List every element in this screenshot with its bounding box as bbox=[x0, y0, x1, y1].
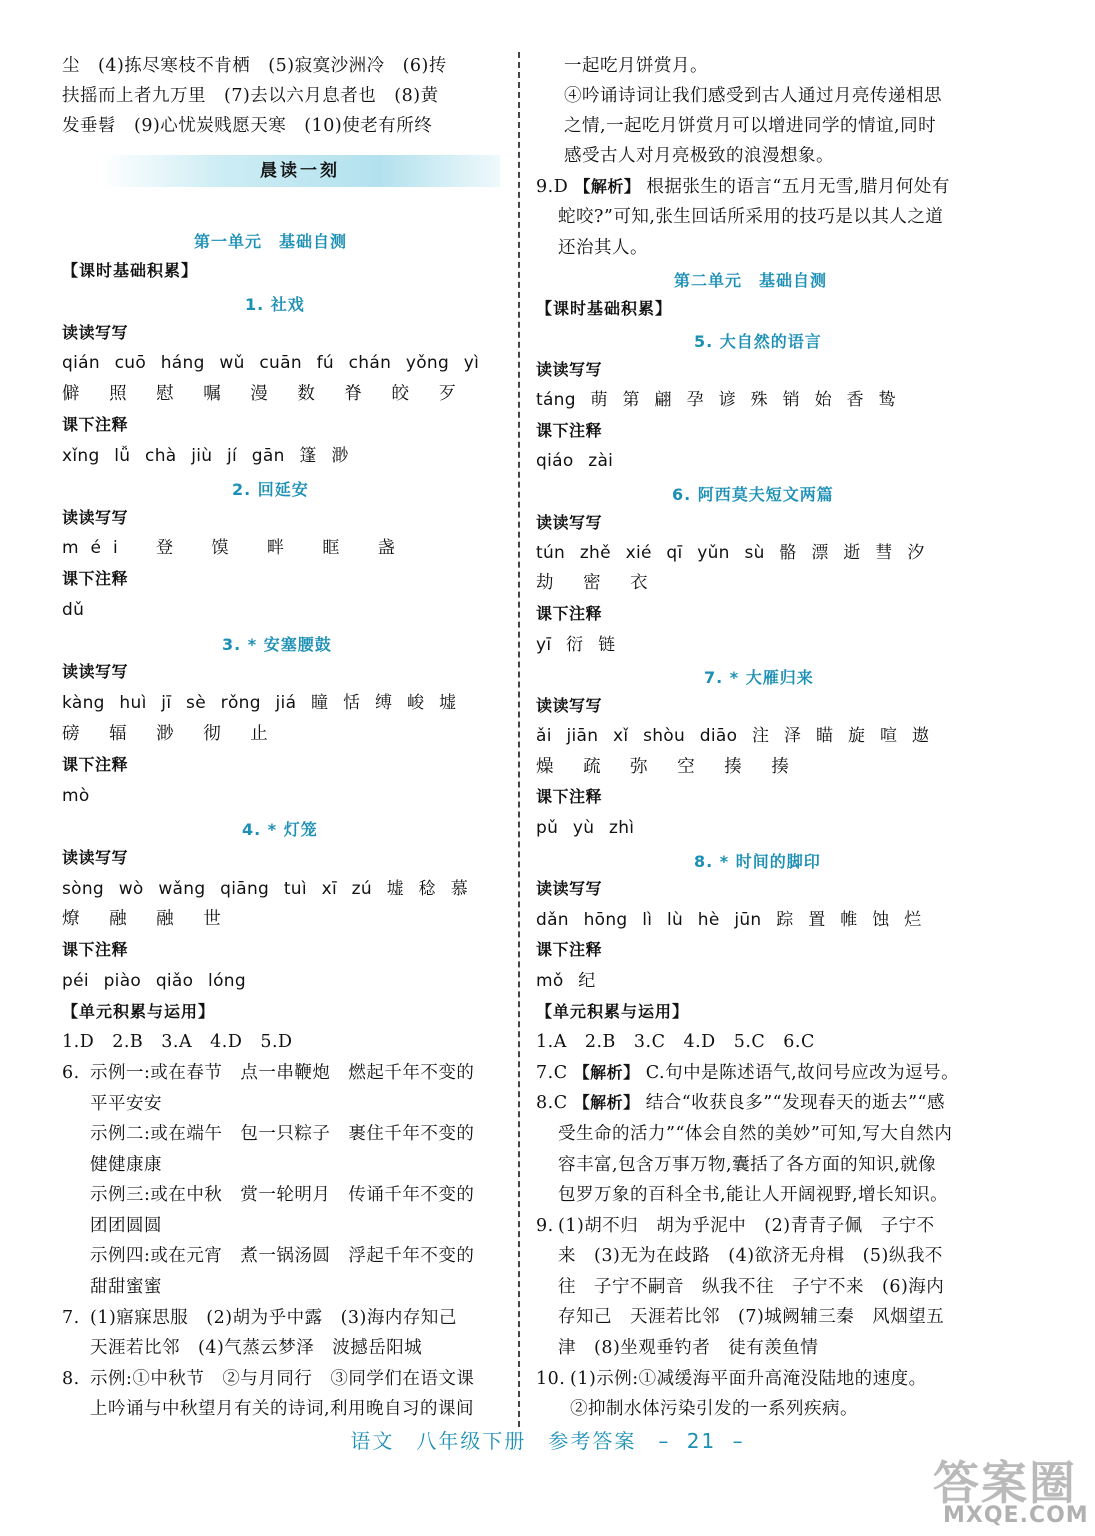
lesson-title: 4. * 灯笼 bbox=[242, 820, 318, 839]
text-line: ②抑制水体污染引发的一系列疾病。 bbox=[570, 1399, 858, 1419]
kx-label: 课下注释 bbox=[62, 569, 129, 588]
text-line: 天涯若比邻 (4)气蒸云梦泽 波撼岳阳城 bbox=[90, 1338, 423, 1358]
chars-line: 僻 照 慰 嘱 漫 数 脊 皎 歹 bbox=[62, 384, 469, 404]
kx-label: 课下注释 bbox=[62, 940, 129, 959]
lesson-title: 8. * 时间的脚印 bbox=[694, 852, 821, 871]
lesson-title: 2. 回延安 bbox=[232, 480, 309, 499]
text-line: (1)示例:①减缓海平面升高淹没陆地的速度。 bbox=[570, 1369, 927, 1389]
chars-line: 劫 密 衣 bbox=[536, 573, 660, 593]
section-title: 晨读一刻 bbox=[260, 161, 340, 181]
text-line: 示例一:或在春节 点一串鞭炮 燃起千年不变的 bbox=[90, 1063, 475, 1083]
text-line: 还治其人。 bbox=[558, 238, 648, 258]
pinyin-line: mǒ 纪 bbox=[536, 971, 596, 991]
kx-label: 课下注释 bbox=[62, 415, 129, 434]
text-line: 尘 (4)拣尽寒枝不肯栖 (5)寂寞沙洲冷 (6)抟 bbox=[62, 56, 447, 76]
text-line: 平平安安 bbox=[90, 1094, 162, 1114]
question-number: 7. bbox=[62, 1308, 80, 1328]
unit1-tag: 【课时基础积累】 bbox=[62, 261, 199, 280]
analysis-text: 根据张生的语言“五月无雪,腊月何处有 bbox=[646, 177, 950, 197]
pinyin-line: péi piào qiǎo lóng bbox=[62, 971, 246, 991]
section-banner bbox=[100, 155, 500, 187]
text-line: (1)寤寐思服 (2)胡为乎中露 (3)海内存知己 bbox=[90, 1308, 457, 1328]
question-number: 10. bbox=[536, 1369, 566, 1389]
watermark-logo bbox=[925, 1445, 1089, 1535]
rw-label: 读读写写 bbox=[536, 513, 603, 532]
watermark-big-text: 答案圈 bbox=[933, 1456, 1077, 1510]
pinyin-line: qiáo zài bbox=[536, 451, 614, 471]
lesson-title: 1. 社戏 bbox=[245, 295, 305, 314]
question-number: 8. bbox=[62, 1369, 80, 1389]
kx-label: 课下注释 bbox=[62, 755, 129, 774]
watermark-url: MXQE.COM bbox=[943, 1503, 1089, 1528]
analysis-text: 结合“收获良多”“发现春天的逝去”“感 bbox=[645, 1093, 945, 1113]
text-line: 扶摇而上者九万里 (7)去以六月息者也 (8)黄 bbox=[62, 86, 439, 106]
text-line: 一起吃月饼赏月。 bbox=[564, 56, 708, 76]
unit2-tag: 【课时基础积累】 bbox=[536, 299, 673, 318]
rw-label: 读读写写 bbox=[536, 360, 603, 379]
unit1-heading: 第一单元 基础自测 bbox=[194, 232, 348, 251]
text-line: 包罗万象的百科全书,能让人开阔视野,增长知识。 bbox=[558, 1185, 949, 1205]
question-line bbox=[536, 1063, 959, 1083]
analysis-tag: 【解析】 bbox=[573, 1063, 640, 1082]
analysis-tag: 【解析】 bbox=[573, 1093, 640, 1112]
kx-label: 课下注释 bbox=[536, 421, 603, 440]
pinyin-line: mò bbox=[62, 786, 90, 806]
pinyin-line: qián cuō háng wǔ cuān fú chán yǒng yì bbox=[62, 353, 480, 373]
apply-tag: 【单元积累与运用】 bbox=[62, 1002, 216, 1021]
text-line: 之情,一起吃月饼赏月可以增进同学的情谊,同时 bbox=[564, 116, 937, 136]
pinyin-line: pǔ yù zhì bbox=[536, 818, 635, 838]
analysis-tag: 【解析】 bbox=[574, 177, 641, 196]
text-line: (1)胡不归 胡为乎泥中 (2)青青子佩 子宁不 bbox=[558, 1216, 935, 1236]
answers-line: 1.A 2.B 3.C 4.D 5.C 6.C bbox=[536, 1032, 815, 1052]
pinyin-line: xǐng lǚ chà jiù jí gān 篷 渺 bbox=[62, 446, 349, 466]
kx-label: 课下注释 bbox=[536, 787, 603, 806]
text-line: 团团圆圆 bbox=[90, 1216, 162, 1236]
text-line: 甜甜蜜蜜 bbox=[90, 1277, 162, 1297]
lesson-title: 6. 阿西莫夫短文两篇 bbox=[672, 485, 834, 504]
kx-label: 课下注释 bbox=[536, 940, 603, 959]
pinyin-line: dǔ bbox=[62, 600, 85, 620]
pinyin-line: sòng wò wǎng qiāng tuì xī zú 墟 稔 慕 bbox=[62, 879, 468, 899]
pinyin-line: méi 登 馍 畔 眶 盏 bbox=[62, 538, 407, 558]
rw-label: 读读写写 bbox=[62, 508, 129, 527]
text-line: 来 (3)无为在歧路 (4)欲济无舟楫 (5)纵我不 bbox=[558, 1246, 943, 1266]
pinyin-line: kàng huì jī sè rǒng jiá 瞳 恬 缚 峻 墟 bbox=[62, 693, 457, 713]
question-number: 8.C bbox=[536, 1093, 568, 1113]
chars-line: 燥 疏 弥 空 揍 揍 bbox=[536, 757, 801, 777]
text-line: 发垂髫 (9)心忧炭贱愿天寒 (10)使老有所终 bbox=[62, 116, 433, 136]
rw-label: 读读写写 bbox=[62, 662, 129, 681]
rw-label: 读读写写 bbox=[536, 696, 603, 715]
pinyin-line: dǎn hōng lì lù hè jūn 踪 置 帷 蚀 烂 bbox=[536, 910, 922, 930]
unit2-heading: 第二单元 基础自测 bbox=[674, 271, 828, 290]
question-line bbox=[536, 1093, 945, 1113]
text-line: 蛇咬?”可知,张生回话所采用的技巧是以其人之道 bbox=[558, 207, 944, 227]
lesson-title: 3. * 安塞腰鼓 bbox=[222, 635, 332, 654]
text-line: ④吟诵诗词让我们感受到古人通过月亮传递相思 bbox=[564, 86, 942, 106]
lesson-title: 7. * 大雁归来 bbox=[704, 668, 814, 687]
rw-label: 读读写写 bbox=[536, 879, 603, 898]
kx-label: 课下注释 bbox=[536, 604, 603, 623]
text-line: 存知己 天涯若比邻 (7)城阙辅三秦 风烟望五 bbox=[558, 1307, 945, 1327]
text-line: 示例三:或在中秋 赏一轮明月 传诵千年不变的 bbox=[90, 1185, 475, 1205]
text-line: 津 (8)坐观垂钓者 徒有羡鱼情 bbox=[558, 1338, 819, 1358]
chars-line: 磅 辐 渺 彻 止 bbox=[62, 724, 280, 744]
rw-label: 读读写写 bbox=[62, 323, 129, 342]
answers-line: 1.D 2.B 3.A 4.D 5.D bbox=[62, 1032, 293, 1052]
pinyin-line: ǎi jiān xǐ shòu diāo 注 泽 瞄 旋 喧 遨 bbox=[536, 726, 930, 746]
question-number: 7.C bbox=[536, 1063, 568, 1083]
column-divider bbox=[518, 52, 520, 1427]
text-line: 感受古人对月亮极致的浪漫想象。 bbox=[564, 146, 834, 166]
pinyin-line: yī 衍 链 bbox=[536, 635, 616, 655]
text-line: 上吟诵与中秋望月有关的诗词,利用晚自习的课间 bbox=[90, 1399, 475, 1419]
lesson-title: 5. 大自然的语言 bbox=[694, 332, 822, 351]
text-line: 健健康康 bbox=[90, 1155, 162, 1175]
rw-label: 读读写写 bbox=[62, 848, 129, 867]
apply-tag: 【单元积累与运用】 bbox=[536, 1002, 690, 1021]
question-number: 6. bbox=[62, 1063, 80, 1083]
text-line: 示例四:或在元宵 煮一锅汤圆 浮起千年不变的 bbox=[90, 1246, 475, 1266]
text-line: 示例二:或在端午 包一只粽子 裹住千年不变的 bbox=[90, 1124, 475, 1144]
analysis-text: C.句中是陈述语气,故问号应改为逗号。 bbox=[645, 1063, 960, 1083]
chars-line: 燎 融 融 世 bbox=[62, 909, 233, 929]
text-line: 示例:①中秋节 ②与月同行 ③同学们在语文课 bbox=[90, 1369, 475, 1389]
text-line: 受生命的活力”“体会自然的美妙”可知,写大自然内 bbox=[558, 1124, 953, 1144]
question-number: 9.D bbox=[536, 177, 569, 197]
question-number: 9. bbox=[536, 1216, 554, 1236]
pinyin-line: táng 萌 第 翩 孕 谚 殊 销 始 香 鸷 bbox=[536, 390, 896, 410]
question-line bbox=[536, 177, 950, 197]
text-line: 容丰富,包含万事万物,囊括了各方面的知识,就像 bbox=[558, 1155, 937, 1175]
text-line: 往 子宁不嗣音 纵我不往 子宁不来 (6)海内 bbox=[558, 1277, 945, 1297]
page-footer: 语文 八年级下册 参考答案 – 21 – bbox=[350, 1429, 745, 1453]
pinyin-line: tún zhě xié qī yǔn sù 骼 漂 逝 彗 汐 bbox=[536, 543, 925, 563]
